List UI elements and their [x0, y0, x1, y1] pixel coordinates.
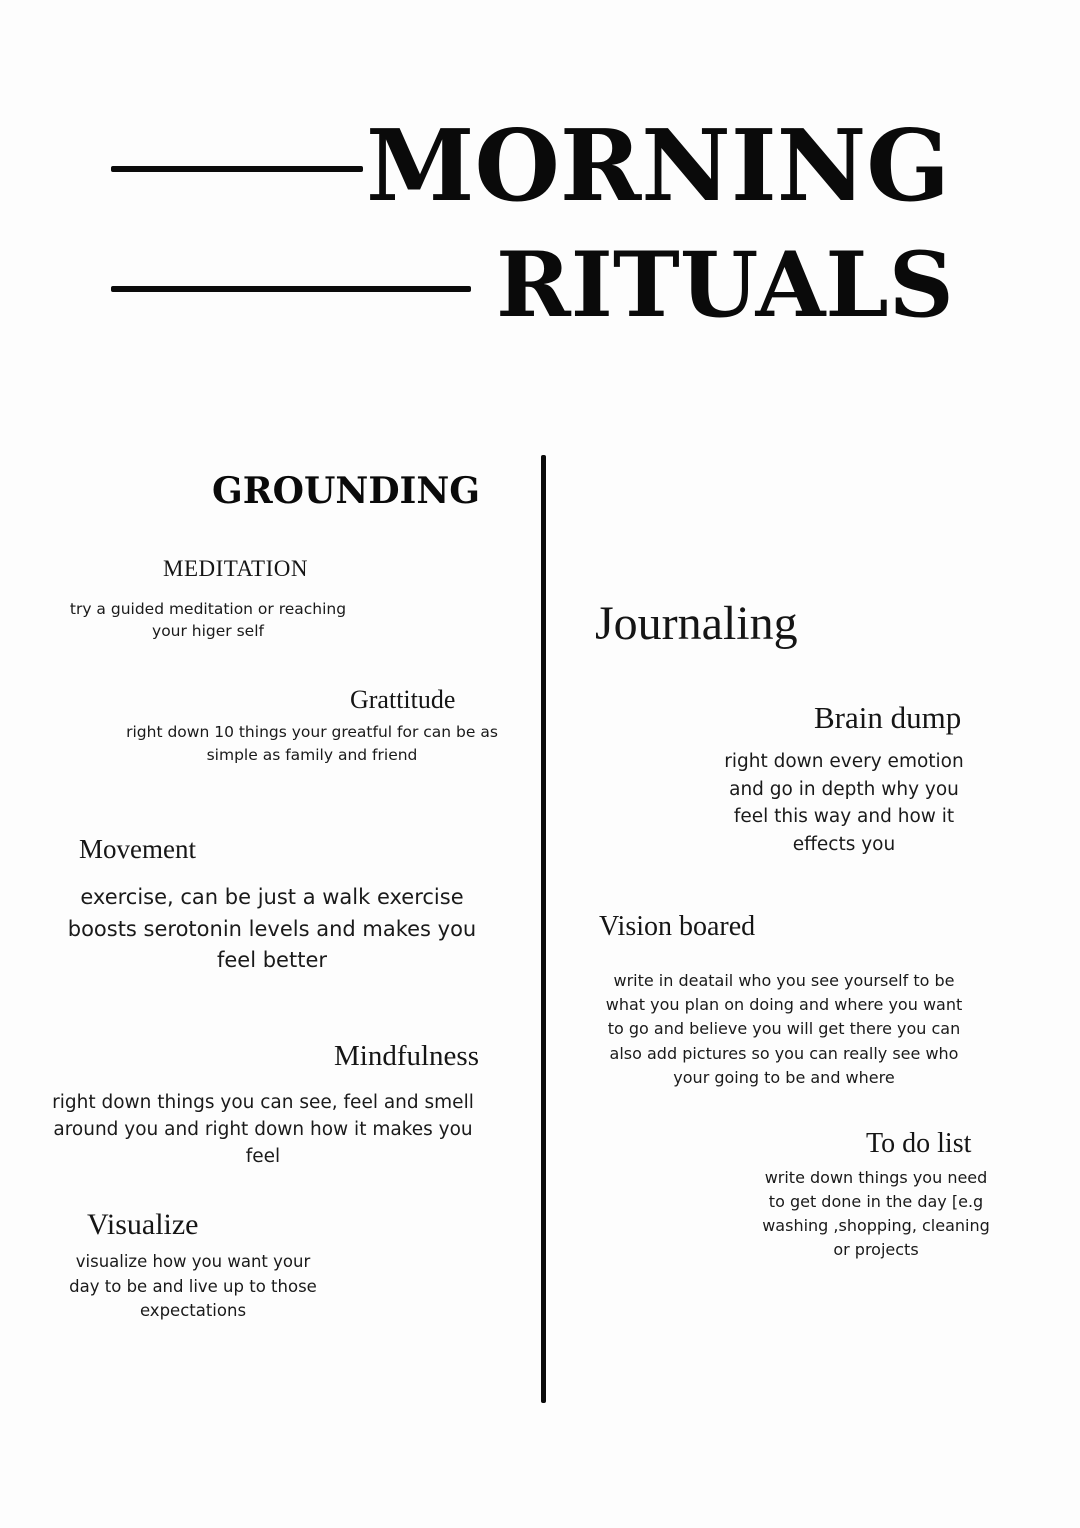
vision-board-title: Vision boared	[599, 911, 756, 942]
to-do-list-text: write down things you need to get done in the day [e.g washing ,shopping, cleaning or projects	[762, 1168, 990, 1259]
title-rule-bottom	[111, 286, 471, 292]
visualize-title: Visualize	[87, 1208, 199, 1241]
grattitude-title: Grattitude	[350, 685, 456, 714]
page-title-line-2: RITUALS	[496, 232, 954, 338]
vision-board-text: write in deatail who you see yourself to be what you plan on doing and where you want to go and believe you will get there you can also add pictures so you can really see who your going to be and where	[605, 971, 963, 1087]
title-rule-top	[111, 166, 363, 172]
mindfulness-text: right down things you can see, feel and smell around you and right down how it makes you feel	[52, 1092, 474, 1167]
brain-dump-title: Brain dump	[814, 700, 962, 735]
brain-dump-text: right down every emotion and go in depth why you feel this way and how it effects you	[724, 751, 964, 855]
to-do-list-title: To do list	[866, 1128, 972, 1159]
column-divider	[541, 455, 546, 1403]
movement-text: exercise, can be just a walk exercise boosts serotonin levels and makes you feel better	[67, 885, 477, 972]
journaling-heading: Journaling	[595, 597, 798, 650]
meditation-title: MEDITATION	[163, 556, 308, 581]
grattitude-text: right down 10 things your greatful for can be as simple as family and friend	[126, 723, 498, 764]
movement-title: Movement	[79, 834, 196, 864]
mindfulness-title: Mindfulness	[334, 1040, 479, 1072]
page-title-line-1: MORNING	[366, 109, 950, 224]
meditation-text: try a guided meditation or reaching your higer self	[69, 600, 347, 640]
visualize-text: visualize how you want your day to be and live up to those expectations	[69, 1252, 317, 1320]
grounding-heading: GROUNDING	[212, 470, 481, 512]
